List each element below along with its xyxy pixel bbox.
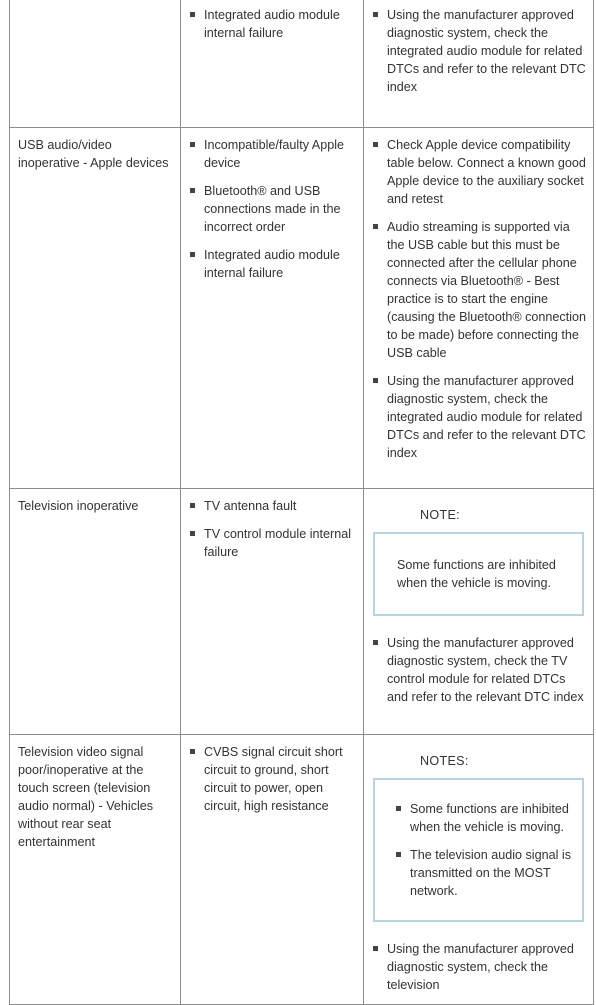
list-item: Check Apple device compatibility table below. Connect a known good Apple device to the auxiliary socket and retest	[372, 136, 587, 208]
table-row	[10, 489, 594, 735]
note-label: NOTE:	[420, 508, 460, 522]
causes-cell	[181, 128, 364, 489]
actions-list	[372, 634, 587, 706]
table-row	[10, 0, 594, 128]
note-box	[373, 532, 584, 616]
list-item: Bluetooth® and USB connections made in the incorrect order	[189, 182, 357, 236]
condition-text: Television video signal poor/inoperative at the touch screen (television audio normal) - Vehicles without rear seat entertainment	[18, 745, 154, 849]
causes-list	[189, 136, 357, 282]
notes-list	[395, 800, 574, 900]
condition-cell	[10, 128, 181, 489]
causes-list	[189, 6, 357, 42]
list-item: TV antenna fault	[189, 497, 357, 515]
list-item: TV control module internal failure	[189, 525, 357, 561]
list-item: Using the manufacturer approved diagnostic system, check the television	[372, 940, 587, 994]
condition-text: Television inoperative	[18, 499, 139, 513]
actions-list	[372, 6, 587, 96]
list-item: CVBS signal circuit short circuit to ground, short circuit to power, open circuit, high resistance	[189, 743, 357, 815]
list-item: Integrated audio module internal failure	[189, 246, 357, 282]
causes-list	[189, 743, 357, 815]
actions-list	[372, 940, 587, 994]
note-label: NOTES:	[420, 754, 469, 768]
table-row	[10, 735, 594, 1005]
list-item: Using the manufacturer approved diagnostic system, check the integrated audio module for related DTCs and refer to the relevant DTC index	[372, 6, 587, 96]
note-text: Some functions are inhibited when the vehicle is moving.	[397, 558, 556, 590]
actions-list	[372, 136, 587, 462]
condition-cell	[10, 489, 181, 735]
list-item: Some functions are inhibited when the vehicle is moving.	[395, 800, 574, 836]
causes-cell	[181, 735, 364, 1005]
actions-cell	[364, 128, 594, 489]
diagnostic-table	[9, 0, 594, 1005]
condition-cell	[10, 735, 181, 1005]
list-item: Integrated audio module internal failure	[189, 6, 357, 42]
actions-cell	[364, 0, 594, 128]
condition-text: USB audio/video inoperative - Apple devices	[18, 138, 169, 170]
actions-cell	[364, 735, 594, 1005]
list-item: Audio streaming is supported via the USB cable but this must be connected after the cellular phone connects via Bluetooth® - Best practice is to start the engine (causing the Bluetooth® connection to be made) before connecting the USB cable	[372, 218, 587, 362]
actions-cell	[364, 489, 594, 735]
causes-cell	[181, 0, 364, 128]
table-row	[10, 128, 594, 489]
list-item: Using the manufacturer approved diagnostic system, check the integrated audio module for related DTCs and refer to the relevant DTC index	[372, 372, 587, 462]
note-box	[373, 778, 584, 922]
list-item: Incompatible/faulty Apple device	[189, 136, 357, 172]
list-item: Using the manufacturer approved diagnostic system, check the TV control module for related DTCs and refer to the relevant DTC index	[372, 634, 587, 706]
causes-cell	[181, 489, 364, 735]
condition-cell	[10, 0, 181, 128]
list-item: The television audio signal is transmitted on the MOST network.	[395, 846, 574, 900]
causes-list	[189, 497, 357, 561]
